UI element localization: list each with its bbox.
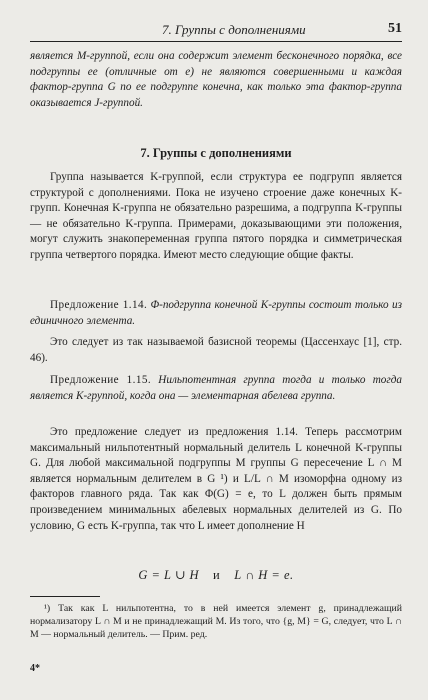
paragraph-k-groups: Группа называется K-группой, если структура ее подгрупп является структурой с дополнениями. Пока не изучено строение даже конечных K-групп. Конечная K-группа не обязательно разрешима, а подгруппа K-группы — не обязательно K-группа. Примерами, доказывающими эти положения, могут служить знакопеременная группа пятого порядка и симметрическая группа четвертого порядка. Имеют место следующие общие факты.: [30, 171, 402, 261]
running-title: 7. Группы с дополнениями: [162, 22, 306, 37]
section-heading: 7. Группы с дополнениями: [140, 146, 292, 160]
proposition-label: Предложение 1.14.: [50, 299, 148, 311]
header-rule: [30, 41, 402, 42]
proposition-label: Предложение 1.15.: [50, 374, 152, 386]
formula-right: L ∩ H = e.: [234, 568, 294, 582]
footnote: ¹) Так как L нильпотентна, то в ней имеется элемент g, принадлежащий нормализатору L ∩ M и не принадлежащий M. Из того, что {g, M} = G, следует, что L ∩ M — нормальный делитель. — Прим. ред.: [30, 603, 402, 641]
footnote-rule: [30, 596, 100, 597]
page-number: 51: [388, 21, 402, 36]
formula-conjunction: и: [213, 568, 221, 582]
paragraph-proof: Это предложение следует из предложения 1.14. Теперь рассмотрим максимальный нильпотентный нормальный делитель L конечной K-группы G. Для любой максимальной подгруппы M группы G пересечение L ∩ M является нормальным делителем в G ¹) и L/L ∩ M изоморфна одному из факторов главного ряда. Так как Φ(G) = e, то L должен быть прямым произведением минимальных абелевых нормальных делителей из G. По условию, G есть K-группа, так что L имеет дополнение H: [30, 426, 402, 532]
paragraph-basis-theorem: Это следует из так называемой базисной теоремы (Цассенхаус [1], стр. 46).: [30, 336, 402, 364]
formula-left: G = L ∪ H: [138, 568, 200, 582]
proposition-statement: Φ-подгруппа конечной K-группы состоит только из единичного элемента.: [30, 299, 403, 327]
proposition-1-15: [30, 373, 402, 404]
intro-paragraph: является M-группой, если она содержит элемент бесконечного порядка, все подгруппы ее (отличные от e) не являются совершенными и каждая фактор-группа G по ее подгруппе конечна, как только эта фактор-группа оказывается J-группой.: [30, 50, 402, 109]
formula-complement: [30, 567, 402, 583]
proposition-statement: Нильпотентная группа тогда и только тогда является K-группой, когда она — элементарная абелева группа.: [30, 374, 402, 402]
page-header: [30, 20, 402, 42]
proposition-1-14: [30, 298, 402, 329]
signature-mark: 4*: [30, 663, 40, 674]
